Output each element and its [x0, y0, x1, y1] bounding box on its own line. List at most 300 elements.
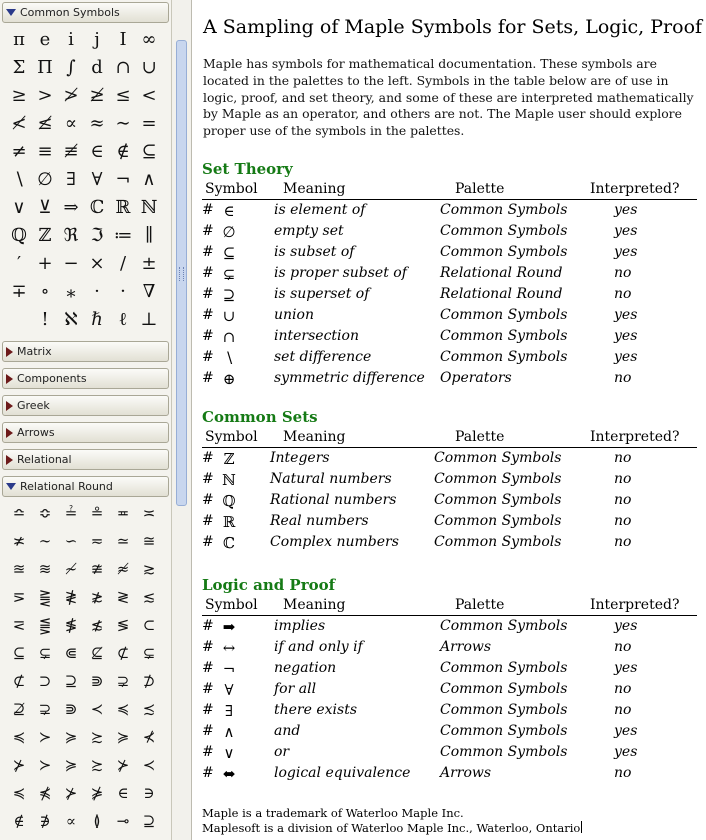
row-symbol: ℝ	[222, 513, 236, 531]
palette-symbol[interactable]: ≟	[64, 504, 78, 522]
row-interpreted: no	[614, 265, 632, 281]
expand-arrow-icon	[6, 428, 13, 438]
palette-symbol[interactable]: π	[13, 28, 25, 50]
column-header-interpreted: Interpreted?	[590, 597, 680, 613]
table-row	[202, 471, 697, 492]
row-interpreted: no	[614, 702, 632, 718]
palette-symbol[interactable]: e	[39, 28, 51, 50]
grip-icon	[179, 267, 184, 281]
column-header-palette: Palette	[455, 597, 505, 613]
column-header-meaning: Meaning	[283, 597, 346, 613]
row-symbol: ⊇	[222, 286, 236, 304]
row-symbol: ➡	[222, 618, 236, 636]
palette-symbol[interactable]: ≢	[63, 140, 79, 162]
table-row	[202, 765, 697, 786]
palette-symbol[interactable]: ⋜	[12, 616, 26, 634]
row-palette: Common Symbols	[434, 492, 562, 508]
row-palette: Common Symbols	[440, 744, 568, 760]
palette-symbol[interactable]: ⊊	[38, 644, 52, 662]
row-symbol: ∀	[224, 681, 234, 699]
palette-symbol[interactable]: ≋	[38, 560, 52, 578]
palette-symbol[interactable]: ≺	[90, 700, 104, 718]
palette-symbol[interactable]: ≷	[116, 588, 130, 606]
row-hash: #	[202, 618, 214, 634]
row-symbol: ∈	[223, 202, 235, 220]
palette-symbol[interactable]: ∥	[144, 224, 154, 246]
palette-symbol[interactable]: ⊁	[64, 784, 78, 802]
text-caret	[581, 821, 582, 833]
palette-symbol[interactable]: ⊸	[116, 812, 130, 830]
palette-symbol[interactable]: +	[37, 252, 53, 274]
table-row	[202, 534, 697, 555]
table-row	[202, 744, 697, 765]
palette-symbol[interactable]: ≴	[90, 616, 104, 634]
row-meaning: there exists	[274, 702, 358, 718]
table-row	[202, 286, 697, 307]
palette-symbol[interactable]: ∌	[39, 812, 51, 830]
palette-symbol[interactable]: ℕ	[140, 196, 158, 218]
palette-symbol[interactable]: ℑ	[90, 224, 104, 246]
footer-line-1: Maple is a trademark of Waterloo Maple Inc.	[202, 806, 464, 820]
palette-label: Matrix	[17, 345, 52, 358]
palette-symbol[interactable]: ≮	[11, 112, 27, 134]
palette-symbol[interactable]: d	[91, 56, 103, 78]
expand-arrow-icon	[6, 455, 13, 465]
row-interpreted: no	[614, 513, 632, 529]
row-symbol: ⬌	[222, 765, 236, 783]
palette-symbol[interactable]: ⪋	[38, 616, 52, 634]
palette-symbol[interactable]: ⊥	[140, 308, 158, 330]
palette-symbol[interactable]: ⋝	[12, 588, 26, 606]
table-row	[202, 450, 697, 471]
palette-symbol[interactable]: ∝	[64, 112, 78, 134]
row-palette: Common Symbols	[434, 513, 562, 529]
row-interpreted: yes	[614, 744, 638, 760]
row-palette: Arrows	[440, 765, 492, 781]
table-row	[202, 723, 697, 744]
table-row	[202, 307, 697, 328]
palette-symbol[interactable]: ≗	[90, 504, 104, 522]
palette-symbol[interactable]: ⊄	[116, 644, 130, 662]
palette-symbol[interactable]: ≭	[12, 532, 26, 550]
palette-symbol[interactable]: ≊	[12, 560, 26, 578]
palette-symbol[interactable]: ∖	[13, 168, 25, 190]
row-meaning: or	[274, 744, 290, 760]
palette-symbol[interactable]: !	[41, 308, 49, 330]
row-interpreted: yes	[614, 202, 638, 218]
palette-symbol[interactable]: ≿	[90, 756, 104, 774]
row-hash: #	[202, 471, 214, 487]
row-palette: Common Symbols	[434, 471, 562, 487]
table-header	[202, 429, 697, 448]
table-row	[202, 349, 697, 370]
palette-symbol[interactable]: ≡	[37, 140, 53, 162]
palette-symbol[interactable]: ⊂	[142, 616, 156, 634]
row-interpreted: no	[614, 450, 632, 466]
row-meaning: Integers	[270, 450, 330, 466]
palette-symbol[interactable]: ∼	[38, 532, 52, 550]
row-palette: Arrows	[440, 639, 492, 655]
palette-symbol[interactable]: ∃	[66, 168, 76, 190]
palette-symbol[interactable]: ⊉	[12, 700, 26, 718]
row-hash: #	[202, 534, 214, 550]
row-palette: Common Symbols	[440, 660, 568, 676]
row-hash: #	[202, 202, 214, 218]
palette-symbol[interactable]: ℓ	[118, 308, 128, 330]
palette-symbol[interactable]: I	[119, 28, 127, 50]
scroll-thumb[interactable]	[176, 40, 187, 506]
palette-header-relational-round[interactable]	[2, 476, 169, 497]
palette-symbol[interactable]: ≏	[12, 504, 26, 522]
row-symbol: ↔	[222, 639, 236, 657]
palette-symbol[interactable]: ⁎	[66, 280, 76, 302]
palette-label: Arrows	[17, 426, 55, 439]
palette-symbol[interactable]: ≖	[116, 504, 130, 522]
collapse-arrow-icon	[6, 483, 16, 490]
table-row	[202, 702, 697, 723]
row-interpreted: yes	[614, 618, 638, 634]
palette-symbol[interactable]: ≱	[89, 84, 105, 106]
palette-symbol[interactable]: ∞	[141, 28, 157, 50]
palette-symbol[interactable]: ∉	[116, 140, 130, 162]
palette-symbol[interactable]: ∓	[11, 280, 27, 302]
palette-symbol[interactable]: ≽	[64, 756, 78, 774]
row-symbol: ∅	[222, 223, 236, 241]
palette-symbol[interactable]: ≹	[64, 588, 78, 606]
palette-symbol[interactable]: ∩	[115, 56, 131, 78]
palette-symbol[interactable]: ⋑	[90, 672, 104, 690]
table-row	[202, 223, 697, 244]
table-row	[202, 244, 697, 265]
palette-symbol[interactable]: ¬	[115, 168, 131, 190]
palette-symbol[interactable]: ≅	[142, 532, 156, 550]
palette-symbol[interactable]: ∫	[66, 56, 76, 78]
palette-symbol[interactable]: ≉	[116, 560, 130, 578]
palette-symbol[interactable]: ⊋	[116, 672, 130, 690]
palette-symbol[interactable]: ∝	[65, 812, 77, 830]
column-header-symbol: Symbol	[205, 597, 258, 613]
column-header-interpreted: Interpreted?	[590, 429, 680, 445]
pane-splitter[interactable]	[172, 0, 192, 840]
column-header-symbol: Symbol	[205, 181, 258, 197]
row-palette: Common Symbols	[440, 618, 568, 634]
column-header-palette: Palette	[455, 181, 505, 197]
palette-symbol[interactable]: ∼	[115, 112, 131, 134]
palette-symbol[interactable]: ⋐	[64, 644, 78, 662]
palette-symbol[interactable]: ·	[94, 280, 100, 302]
palette-symbol[interactable]: ⊁	[116, 756, 130, 774]
palette-symbol[interactable]: ℤ	[38, 224, 52, 246]
palette-symbol[interactable]: ′	[16, 252, 22, 274]
table-row	[202, 202, 697, 223]
palette-header-components[interactable]	[2, 368, 169, 389]
palette-symbol[interactable]: ⊆	[141, 140, 157, 162]
palette-symbol[interactable]: ℜ	[63, 224, 79, 246]
palette-symbol[interactable]: ≲	[142, 588, 156, 606]
palette-symbol[interactable]: ≈	[89, 112, 105, 134]
palette-symbol[interactable]: ⊄	[12, 672, 26, 690]
palette-symbol[interactable]: ⊁	[12, 756, 26, 774]
palette-symbol[interactable]: ∅	[37, 168, 53, 190]
row-meaning: intersection	[274, 328, 359, 344]
palette-symbol[interactable]: ≻	[38, 728, 52, 746]
palette-symbol[interactable]: ⊅	[142, 672, 156, 690]
table-row	[202, 492, 697, 513]
row-hash: #	[202, 328, 214, 344]
collapse-arrow-icon	[6, 9, 16, 16]
intro-paragraph: Maple has symbols for mathematical documentation. These symbols are located in the palettes to the left. Symbols in the table below are of use in logic, proof, and set theory, and some of these are interpreted mathematically by Maple as an operator, and others are not. The Maple user should explore proper use of the symbols in the palettes.	[203, 56, 694, 139]
palette-label: Common Symbols	[20, 6, 120, 19]
palette-symbol[interactable]	[6, 305, 32, 333]
palette-symbol[interactable]: ≂	[90, 532, 104, 550]
row-symbol: ⊊	[222, 265, 236, 283]
row-symbol: ⊆	[222, 244, 236, 262]
row-hash: #	[202, 681, 214, 697]
row-hash: #	[202, 744, 214, 760]
row-interpreted: yes	[614, 349, 638, 365]
palette-symbol[interactable]: ≯	[63, 84, 79, 106]
palette-symbol[interactable]: ≤	[115, 84, 131, 106]
row-palette: Common Symbols	[440, 244, 568, 260]
row-hash: #	[202, 223, 214, 239]
palette-symbol[interactable]: ≃	[116, 532, 130, 550]
palette-symbol[interactable]: ±	[141, 252, 157, 274]
palette-symbol[interactable]: ≎	[38, 504, 52, 522]
row-palette: Common Symbols	[434, 450, 562, 466]
row-hash: #	[202, 765, 214, 781]
row-meaning: logical equivalence	[274, 765, 411, 781]
palette-symbol[interactable]: ∉	[13, 812, 25, 830]
palette-symbol[interactable]: ≺	[142, 756, 156, 774]
palette-symbol[interactable]: ⋠	[38, 784, 52, 802]
row-symbol: ℤ	[223, 450, 235, 468]
row-hash: #	[202, 370, 214, 386]
palette-symbol[interactable]: ∧	[142, 168, 156, 190]
palette-symbol[interactable]: ⊇	[142, 812, 156, 830]
palette-symbol[interactable]: ⊇	[64, 672, 78, 690]
palette-symbol[interactable]: ⋅	[119, 280, 127, 302]
row-hash: #	[202, 450, 214, 466]
palette-symbol[interactable]: ≽	[116, 728, 130, 746]
table-row	[202, 265, 697, 286]
palette-symbol[interactable]: ℵ	[64, 308, 78, 330]
column-header-meaning: Meaning	[283, 429, 346, 445]
document-area[interactable]	[193, 0, 706, 840]
palette-symbol[interactable]: Π	[37, 56, 53, 78]
row-meaning: Real numbers	[270, 513, 369, 529]
footer	[202, 806, 582, 835]
palette-label: Relational Round	[20, 480, 113, 493]
row-hash: #	[202, 244, 214, 260]
palette-symbol[interactable]: ∈	[117, 784, 129, 802]
palette-symbol[interactable]: ⋡	[90, 784, 104, 802]
palette-symbol[interactable]: ≽	[64, 728, 78, 746]
footer-line-2-text: Maplesoft is a division of Waterloo Maple Inc., Waterloo, Ontario	[202, 820, 581, 835]
palette-symbol[interactable]: ∀	[91, 168, 103, 190]
row-meaning: union	[274, 307, 314, 323]
expand-arrow-icon	[6, 347, 13, 357]
palette-symbol[interactable]: ⊋	[38, 700, 52, 718]
row-meaning: Rational numbers	[270, 492, 397, 508]
palette-symbol[interactable]: ∨	[12, 196, 26, 218]
palette-symbol[interactable]: ≵	[90, 588, 104, 606]
palette-label: Components	[17, 372, 87, 385]
palette-symbol[interactable]: ≁	[64, 560, 78, 578]
table-header	[202, 181, 697, 200]
palette-symbol[interactable]: ≼	[12, 728, 26, 746]
palette-symbol[interactable]: ℏ	[91, 308, 103, 330]
row-symbol: ∩	[222, 328, 236, 346]
row-meaning: for all	[274, 681, 317, 697]
palette-symbol[interactable]: ⇒	[63, 196, 79, 218]
palette-symbol[interactable]: ≰	[37, 112, 53, 134]
palette-symbol[interactable]: ≠	[11, 140, 27, 162]
palette-symbol[interactable]: ≍	[142, 504, 156, 522]
row-meaning: set difference	[274, 349, 372, 365]
row-hash: #	[202, 513, 214, 529]
row-hash: #	[202, 265, 214, 281]
row-interpreted: no	[614, 471, 632, 487]
row-meaning: is proper subset of	[274, 265, 407, 281]
row-hash: #	[202, 286, 214, 302]
row-meaning: implies	[274, 618, 326, 634]
row-hash: #	[202, 349, 214, 365]
palette-symbol[interactable]: ≔	[113, 224, 133, 246]
palette-symbol[interactable]: ⊻	[38, 196, 52, 218]
row-interpreted: no	[614, 492, 632, 508]
row-symbol: ¬	[222, 660, 236, 678]
palette-symbol[interactable]: ∪	[141, 56, 157, 78]
section-title: Common Sets	[202, 408, 318, 426]
palette-symbol[interactable]: j	[94, 28, 100, 50]
row-symbol: ∪	[222, 307, 236, 325]
row-meaning: empty set	[274, 223, 344, 239]
palette-symbol[interactable]: ⪌	[38, 588, 52, 606]
palette-header-relational[interactable]	[2, 449, 169, 470]
palette-symbol[interactable]: ≳	[142, 560, 156, 578]
row-interpreted: yes	[614, 723, 638, 739]
expand-arrow-icon	[6, 374, 13, 384]
row-interpreted: yes	[614, 328, 638, 344]
palette-label: Relational	[17, 453, 72, 466]
palette-symbol[interactable]: ≬	[93, 812, 101, 830]
palette-symbol[interactable]: ≶	[116, 616, 130, 634]
row-palette: Common Symbols	[440, 307, 568, 323]
row-meaning: is element of	[274, 202, 366, 218]
collapsed-palettes	[0, 341, 171, 470]
row-palette: Common Symbols	[440, 681, 568, 697]
row-interpreted: yes	[614, 223, 638, 239]
row-palette: Common Symbols	[440, 328, 568, 344]
row-symbol: ∧	[223, 723, 235, 741]
row-palette: Common Symbols	[440, 223, 568, 239]
row-symbol: ℂ	[223, 534, 235, 552]
column-header-meaning: Meaning	[283, 181, 346, 197]
row-palette: Common Symbols	[440, 202, 568, 218]
expand-arrow-icon	[6, 401, 13, 411]
row-palette: Operators	[440, 370, 512, 386]
palette-symbol[interactable]: ∈	[90, 140, 104, 162]
palette-symbol[interactable]: ℂ	[89, 196, 105, 218]
column-header-interpreted: Interpreted?	[590, 181, 680, 197]
row-meaning: is subset of	[274, 244, 355, 260]
row-interpreted: yes	[614, 244, 638, 260]
palette-header-common-symbols[interactable]	[2, 2, 169, 23]
palette-symbol[interactable]: /	[119, 252, 127, 274]
palette-symbol[interactable]: ≼	[12, 784, 26, 802]
palette-symbol[interactable]: i	[68, 28, 74, 50]
palette-symbol[interactable]: ≼	[116, 700, 130, 718]
palette-symbol[interactable]: ∘	[40, 280, 50, 302]
row-interpreted: yes	[614, 307, 638, 323]
palette-symbol[interactable]: ∋	[143, 784, 155, 802]
palette-symbol[interactable]: <	[141, 84, 157, 106]
palette-symbol[interactable]: ⊀	[142, 728, 156, 746]
row-meaning: symmetric difference	[274, 370, 425, 386]
palette-symbol[interactable]: ≇	[90, 560, 104, 578]
footer-line-2	[202, 821, 582, 836]
relational-round-grid	[6, 499, 167, 835]
palette-symbol[interactable]: ⊈	[90, 644, 104, 662]
page-title: A Sampling of Maple Symbols for Sets, Logic, Proof	[203, 16, 703, 38]
palette-symbol[interactable]: ≸	[64, 616, 78, 634]
palette-symbol[interactable]: ≿	[90, 728, 104, 746]
palette-symbol[interactable]: ℚ	[11, 224, 27, 246]
palette-symbol[interactable]: ⋑	[64, 700, 78, 718]
column-header-palette: Palette	[455, 429, 505, 445]
palette-symbol[interactable]: >	[37, 84, 53, 106]
palette-symbol[interactable]: ≾	[142, 700, 156, 718]
table-row	[202, 681, 697, 702]
row-palette: Common Symbols	[440, 349, 568, 365]
palette-symbol[interactable]: ≥	[11, 84, 27, 106]
row-meaning: if and only if	[274, 639, 363, 655]
palette-header-matrix[interactable]	[2, 341, 169, 362]
table-row	[202, 660, 697, 681]
table-row	[202, 639, 697, 660]
row-symbol: ∨	[223, 744, 235, 762]
row-palette: Common Symbols	[440, 702, 568, 718]
row-palette: Relational Round	[440, 286, 563, 302]
row-symbol: ∃	[224, 702, 234, 720]
palette-symbol[interactable]: ⊆	[12, 644, 26, 662]
table-header	[202, 597, 697, 616]
row-meaning: Natural numbers	[270, 471, 392, 487]
palette-pane	[0, 0, 172, 840]
row-palette: Relational Round	[440, 265, 563, 281]
palette-symbol[interactable]: ≻	[38, 756, 52, 774]
table-row	[202, 328, 697, 349]
palette-label: Greek	[17, 399, 50, 412]
table-row	[202, 370, 697, 391]
row-hash: #	[202, 639, 214, 655]
palette-symbol[interactable]: Σ	[12, 56, 26, 78]
palette-symbol[interactable]: ⊃	[38, 672, 52, 690]
palette-symbol[interactable]: −	[63, 252, 79, 274]
palette-symbol[interactable]: =	[141, 112, 157, 134]
row-meaning: and	[274, 723, 301, 739]
palette-symbol[interactable]: ⊊	[142, 644, 156, 662]
palette-header-arrows[interactable]	[2, 422, 169, 443]
palette-symbol[interactable]: ℝ	[115, 196, 131, 218]
section-title: Set Theory	[202, 160, 293, 178]
palette-symbol[interactable]: ×	[89, 252, 105, 274]
palette-symbol[interactable]: ∇	[142, 280, 156, 302]
column-header-symbol: Symbol	[205, 429, 258, 445]
row-palette: Common Symbols	[440, 723, 568, 739]
palette-symbol[interactable]: ∽	[64, 532, 78, 550]
palette-header-greek[interactable]	[2, 395, 169, 416]
